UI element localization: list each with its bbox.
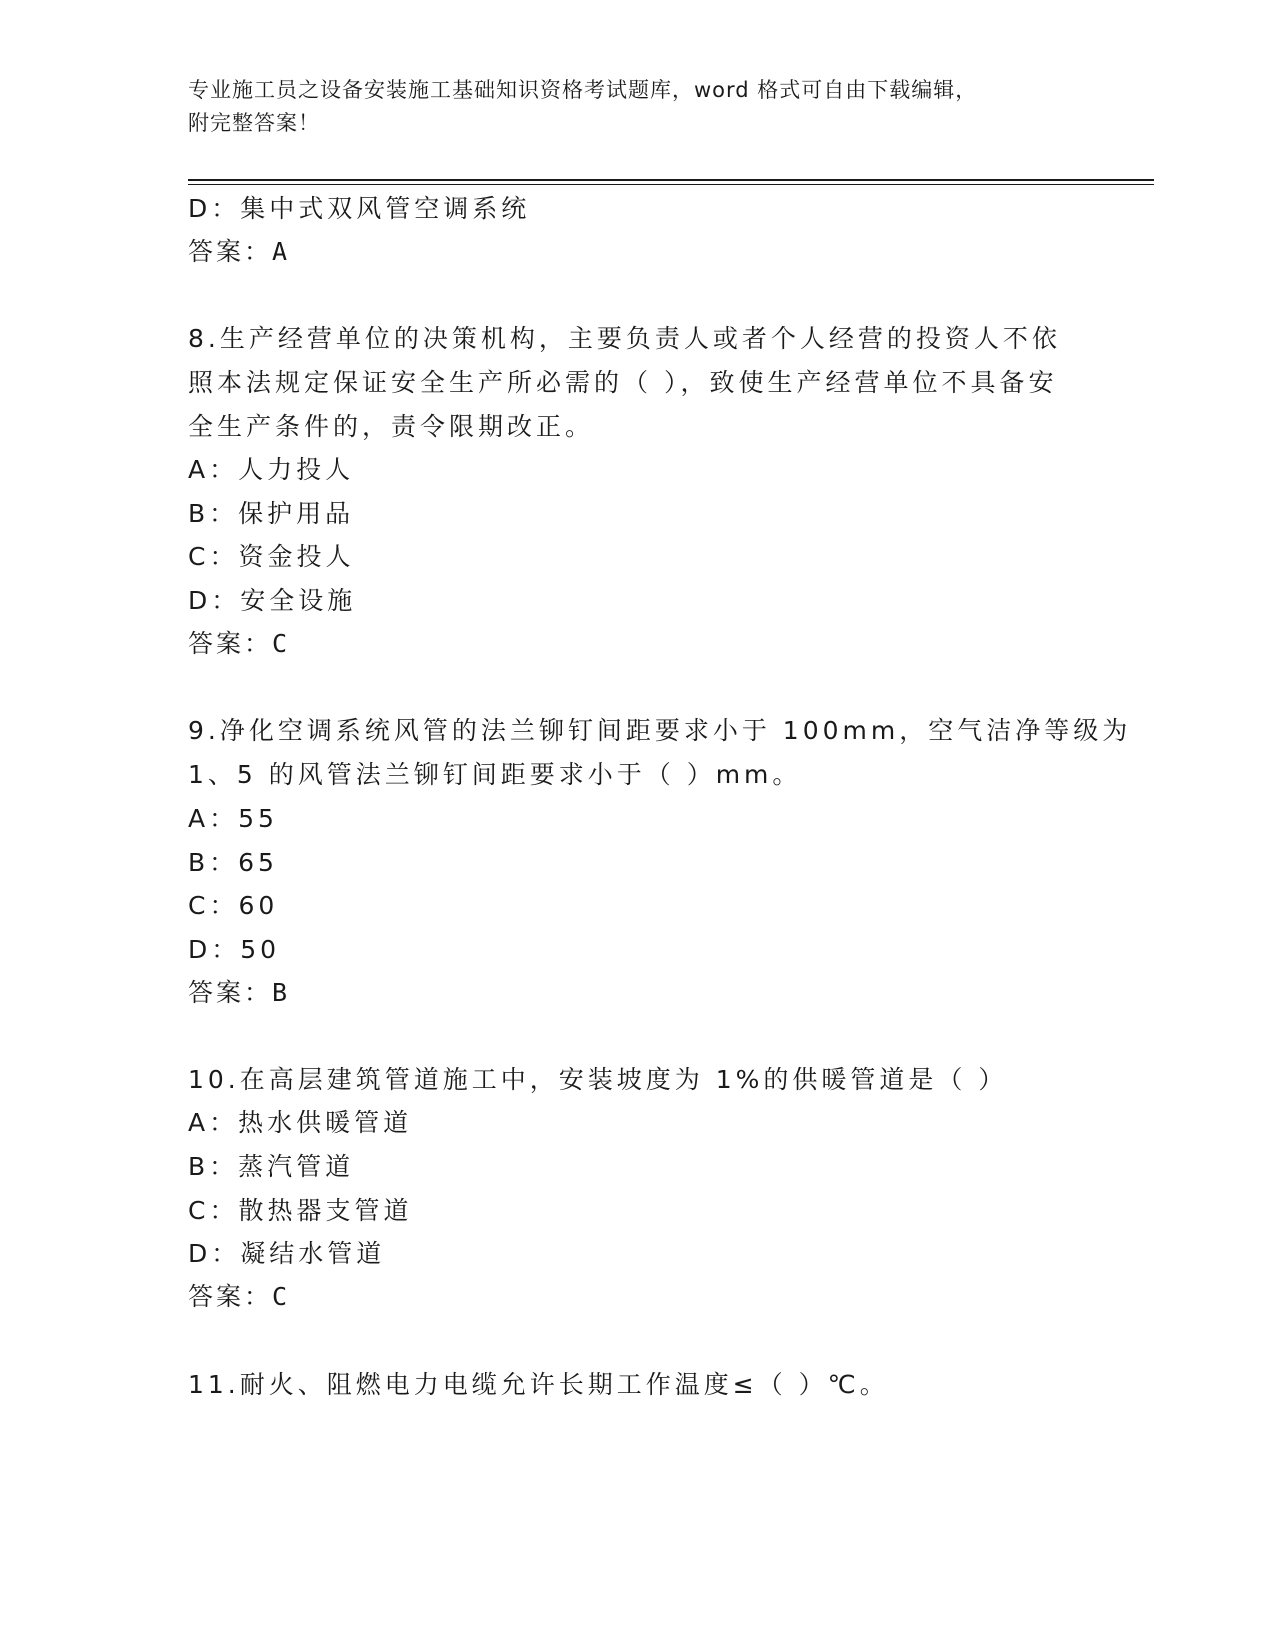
q7-answer: 答案：A bbox=[188, 237, 291, 266]
q8-option-a: A：人力投人 bbox=[188, 455, 355, 484]
q8-option-d: D：安全设施 bbox=[188, 586, 357, 615]
document-header bbox=[188, 74, 1088, 140]
q9-option-c: C：60 bbox=[188, 891, 279, 920]
q8-stem-line-2: 照本法规定保证安全生产所必需的（ ），致使生产经营单位不具备安 bbox=[188, 368, 1058, 397]
q8-stem-line-3: 全生产条件的，责令限期改正。 bbox=[188, 412, 595, 441]
q7-option-d: D：集中式双风管空调系统 bbox=[188, 194, 531, 223]
q9-stem-line-1: 9.净化空调系统风管的法兰铆钉间距要求小于 100mm，空气洁净等级为 bbox=[188, 716, 1132, 745]
header-line-1: 专业施工员之设备安装施工基础知识资格考试题库，word 格式可自由下载编辑， bbox=[188, 78, 978, 102]
q9-option-b: B：65 bbox=[188, 848, 278, 877]
header-rule-thin bbox=[188, 184, 1154, 185]
q10-option-c: C：散热器支管道 bbox=[188, 1196, 413, 1225]
q9-option-d: D：50 bbox=[188, 935, 281, 964]
q10-option-d: D：凝结水管道 bbox=[188, 1239, 386, 1268]
q9-answer: 答案：B bbox=[188, 978, 291, 1007]
q8-stem-line-1: 8.生产经营单位的决策机构，主要负责人或者个人经营的投资人不依 bbox=[188, 324, 1061, 353]
q10-option-a: A：热水供暖管道 bbox=[188, 1108, 413, 1137]
q10-answer: 答案：C bbox=[188, 1282, 291, 1311]
q8-answer: 答案：C bbox=[188, 629, 291, 658]
q10-stem-line-1: 10.在高层建筑管道施工中，安装坡度为 1%的供暖管道是（ ） bbox=[188, 1065, 1008, 1094]
q8-option-c: C：资金投人 bbox=[188, 542, 355, 571]
q11-stem-line-1: 11.耐火、阻燃电力电缆允许长期工作温度≤（ ）℃。 bbox=[188, 1370, 889, 1399]
header-rule-thick bbox=[188, 179, 1154, 181]
q9-option-a: A：55 bbox=[188, 804, 278, 833]
header-line-2: 附完整答案！ bbox=[188, 111, 320, 135]
q9-stem-line-2: 1、5 的风管法兰铆钉间距要求小于（ ）mm。 bbox=[188, 760, 802, 789]
q8-option-b: B：保护用品 bbox=[188, 499, 355, 528]
q10-option-b: B：蒸汽管道 bbox=[188, 1152, 355, 1181]
